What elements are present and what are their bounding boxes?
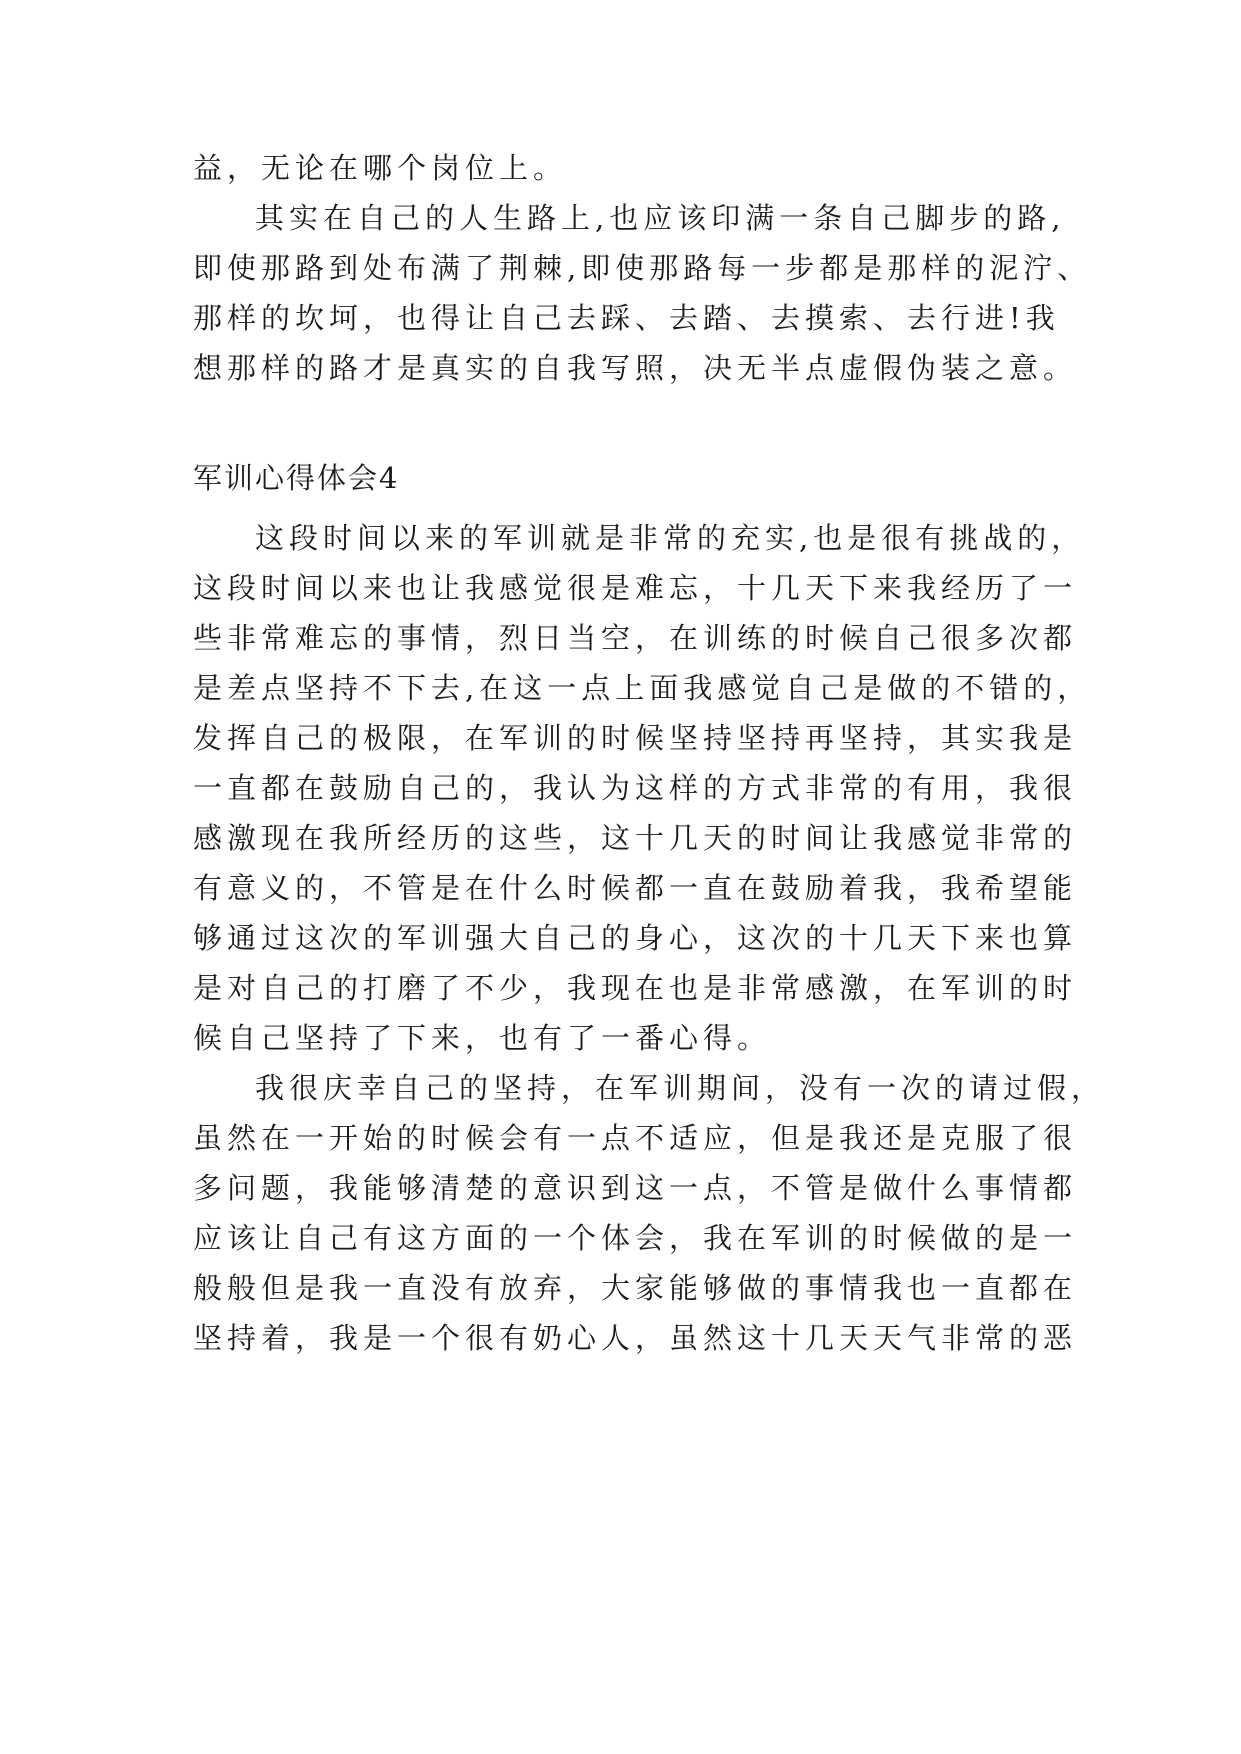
text-line: 即使那路到处布满了荆棘,即使那路每一步都是那样的泥泞、 xyxy=(193,251,1092,285)
text-line: 有意义的，不管是在什么时候都一直在鼓励着我，我希望能 xyxy=(193,871,1078,905)
text-line: 候自己坚持了下来，也有了一番心得。 xyxy=(193,1021,772,1055)
text-line: 那样的坎坷，也得让自己去踩、去踏、去摸索、去行进!我 xyxy=(193,301,1060,335)
text-line: 够通过这次的军训强大自己的身心，这次的十几天下来也算 xyxy=(193,921,1078,955)
text-line: 些非常难忘的事情，烈日当空，在训练的时候自己很多次都 xyxy=(193,621,1078,655)
text-line: 发挥自己的极限，在军训的时候坚持坚持再坚持，其实我是 xyxy=(193,721,1078,755)
text-line: 多问题，我能够清楚的意识到这一点，不管是做什么事情都 xyxy=(193,1171,1078,1205)
text-line: 应该让自己有这方面的一个体会，我在军训的时候做的是一 xyxy=(193,1221,1078,1255)
text-line: 一直都在鼓励自己的，我认为这样的方式非常的有用，我很 xyxy=(193,771,1078,805)
text-line: 坚持着，我是一个很有奶心人，虽然这十几天天气非常的恶 xyxy=(193,1321,1078,1355)
text-line: 想那样的路才是真实的自我写照，决无半点虚假伪装之意。 xyxy=(193,351,1078,385)
text-line: 这段时间以来的军训就是非常的充实,也是很有挑战的， xyxy=(255,521,1086,555)
text-line: 益，无论在哪个岗位上。 xyxy=(193,151,568,185)
text-line: 是对自己的打磨了不少，我现在也是非常感激，在军训的时 xyxy=(193,971,1078,1005)
text-line: 感激现在我所经历的这些，这十几天的时间让我感觉非常的 xyxy=(193,821,1078,855)
section-heading: 军训心得体会4 xyxy=(193,461,400,495)
text-line: 我很庆幸自己的坚持，在军训期间，没有一次的请过假， xyxy=(255,1071,1106,1105)
text-line: 其实在自己的人生路上,也应该印满一条自己脚步的路, xyxy=(255,201,1066,235)
text-line: 是差点坚持不下去,在这一点上面我感觉自己是做的不错的， xyxy=(193,671,1092,705)
text-line: 这段时间以来也让我感觉很是难忘，十几天下来我经历了一 xyxy=(193,571,1078,605)
text-line: 虽然在一开始的时候会有一点不适应，但是我还是克服了很 xyxy=(193,1121,1078,1155)
text-line: 般般但是我一直没有放弃，大家能够做的事情我也一直都在 xyxy=(193,1271,1078,1305)
